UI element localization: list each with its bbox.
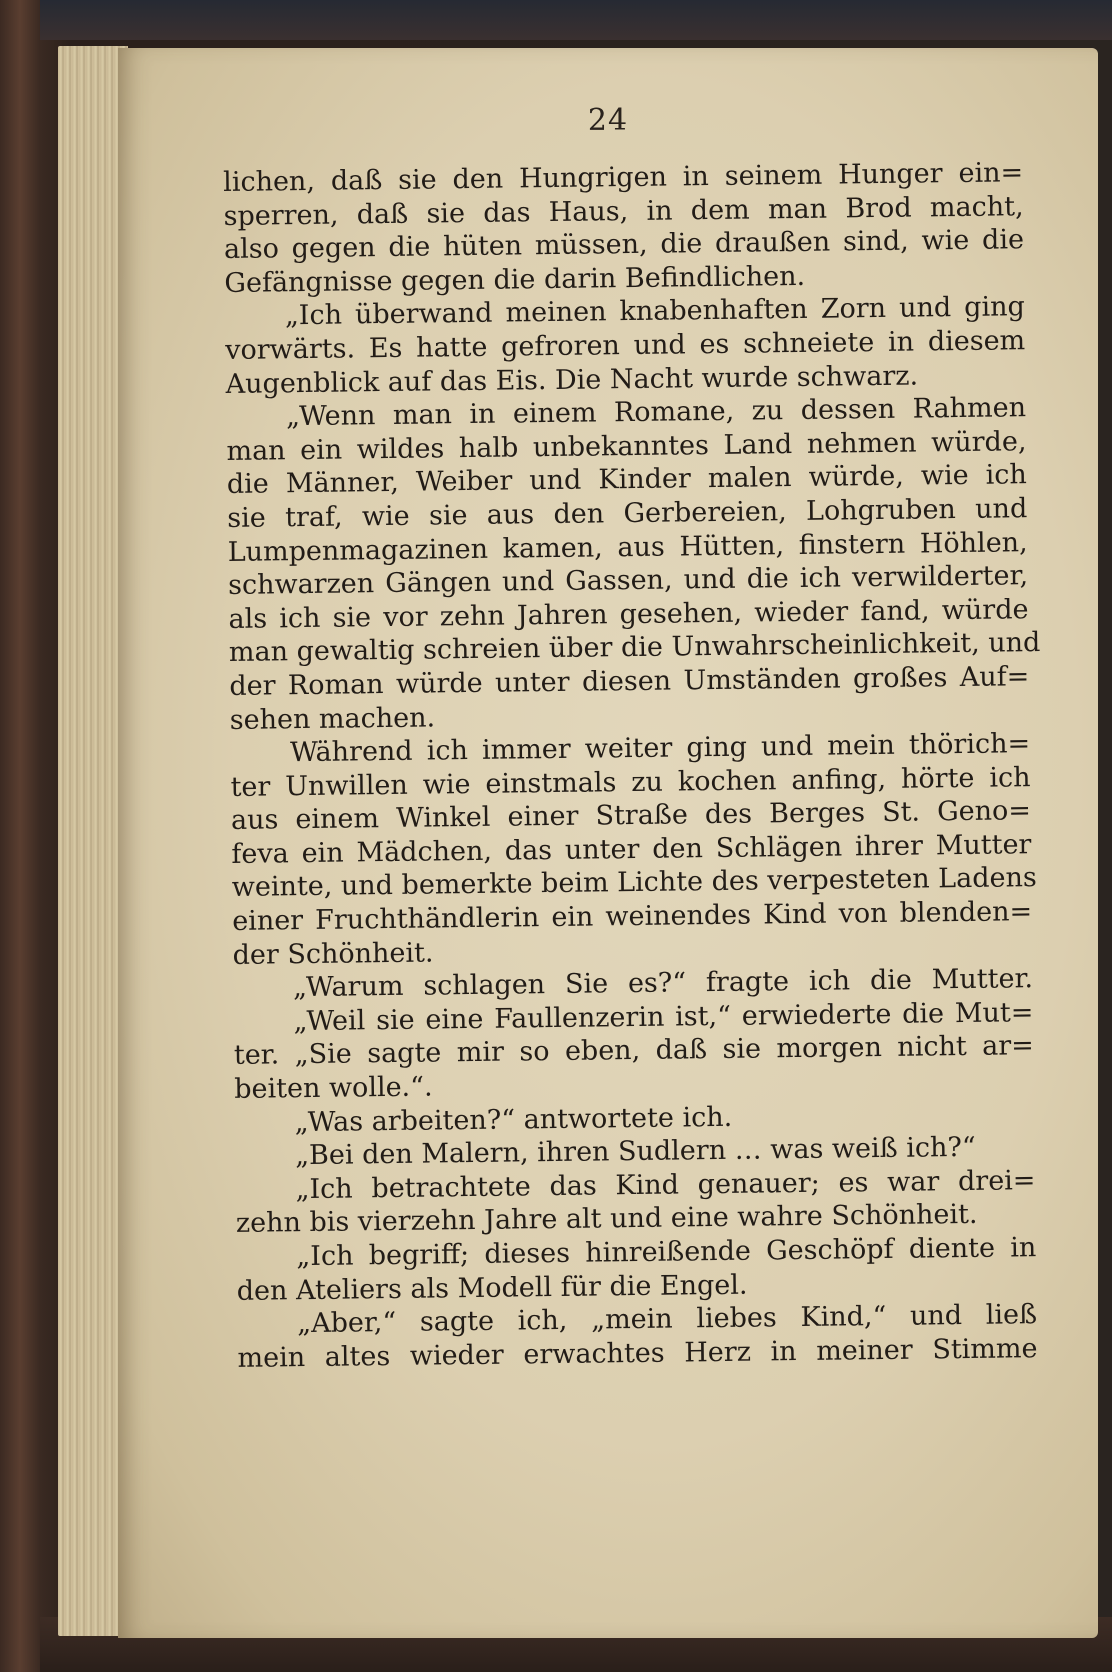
page-body-text [223,156,1041,1375]
text-line: der Schönheit. [232,937,434,971]
book-cover-top-edge [40,0,1112,40]
text-line: also gegen die hüten müssen, die draußen sind, wie die [223,224,1025,266]
text-line: einer Fruchthändlerin ein weinendes Kind von blenden= [232,896,1033,938]
text-line: sie traf, wie sie aus den Gerbereien, Lohgruben und [227,493,1028,534]
text-line: feva ein Mädchen, das unter den Schlägen ihrer Mutter [231,829,1032,870]
text-line: schwarzen Gängen und Gassen, und die ich verwilderter, [227,560,1029,602]
text-line: lichen, daß sie den Hungrigen in seinem Hunger ein= [223,157,1024,198]
text-line: sperren, daß sie das Haus, in dem man Brod macht, [223,190,1024,232]
text-line: man gewaltig schreien über die Unwahrscheinlichkeit, und [228,627,1041,669]
text-line: Gefängnisse gegen die darin Befindlichen. [224,260,806,299]
text-line: aus einem Winkel einer Straße des Berges St. Geno= [230,795,1032,837]
book-page [118,48,1098,1638]
text-line: Augenblick auf das Eis. Die Nacht wurde schwarz. [225,360,919,400]
text-line: „Ich betrachtete das Kind genauer; es war drei= [295,1164,1036,1206]
text-line: „Weil sie eine Faullenzerin ist,“ erwiederte die Mut= [293,997,1034,1038]
text-line: man ein wildes halb unbekanntes Land nehmen würde, [226,425,1027,467]
text-line: „Wenn man in einem Romane, zu dessen Rahmen [285,392,1027,433]
text-line: Lumpenmagazinen kamen, aus Hütten, finstern Höhlen, [227,526,1028,568]
text-line: die Männer, Weiber und Kinder malen würde, wie ich [226,459,1028,501]
text-line: vorwärts. Es hatte gefroren und es schneiete in diesem [225,325,1026,366]
text-line: „Aber,“ sagte ich, „mein liebes Kind,“ und ließ [296,1299,1038,1340]
text-line: Während ich immer weiter ging und mein thörich= [289,728,1031,769]
text-line: den Ateliers als Modell für die Engel. [236,1269,748,1307]
text-line: als ich sie vor zehn Jahren gesehen, wieder fand, würde [228,593,1029,635]
text-line: „Bei den Malern, ihren Sudlern … was weiß ich?“ [294,1132,976,1172]
page-number: 24 [587,103,629,138]
text-line: sehen machen. [229,701,436,736]
text-line: mein altes wieder erwachtes Herz in meiner Stimme [237,1332,1038,1374]
text-line: ter Unwillen wie einstmals zu kochen anfing, hörte ich [230,761,1031,803]
text-line: beiten wolle.“. [234,1071,433,1105]
text-line: „Ich begriff; dieses hinreißende Geschöpf diente in [296,1232,1037,1273]
text-line: der Roman würde unter diesen Umständen großes Auf= [229,661,1030,702]
text-line: „Ich überwand meinen knabenhaften Zorn und ging [284,291,1025,332]
text-line: weinte, und bemerkte beim Lichte des verpesteten Ladens [231,862,1037,904]
text-line: „Warum schlagen Sie es?“ fragte ich die Mutter. [292,963,1034,1004]
text-line: ter. „Sie sagte mir so eben, daß sie morgen nicht ar= [233,1030,1035,1072]
text-line: zehn bis vierzehn Jahre alt und eine wahre Schönheit. [235,1199,978,1240]
text-line: „Was arbeiten?“ antwortete ich. [294,1101,733,1138]
